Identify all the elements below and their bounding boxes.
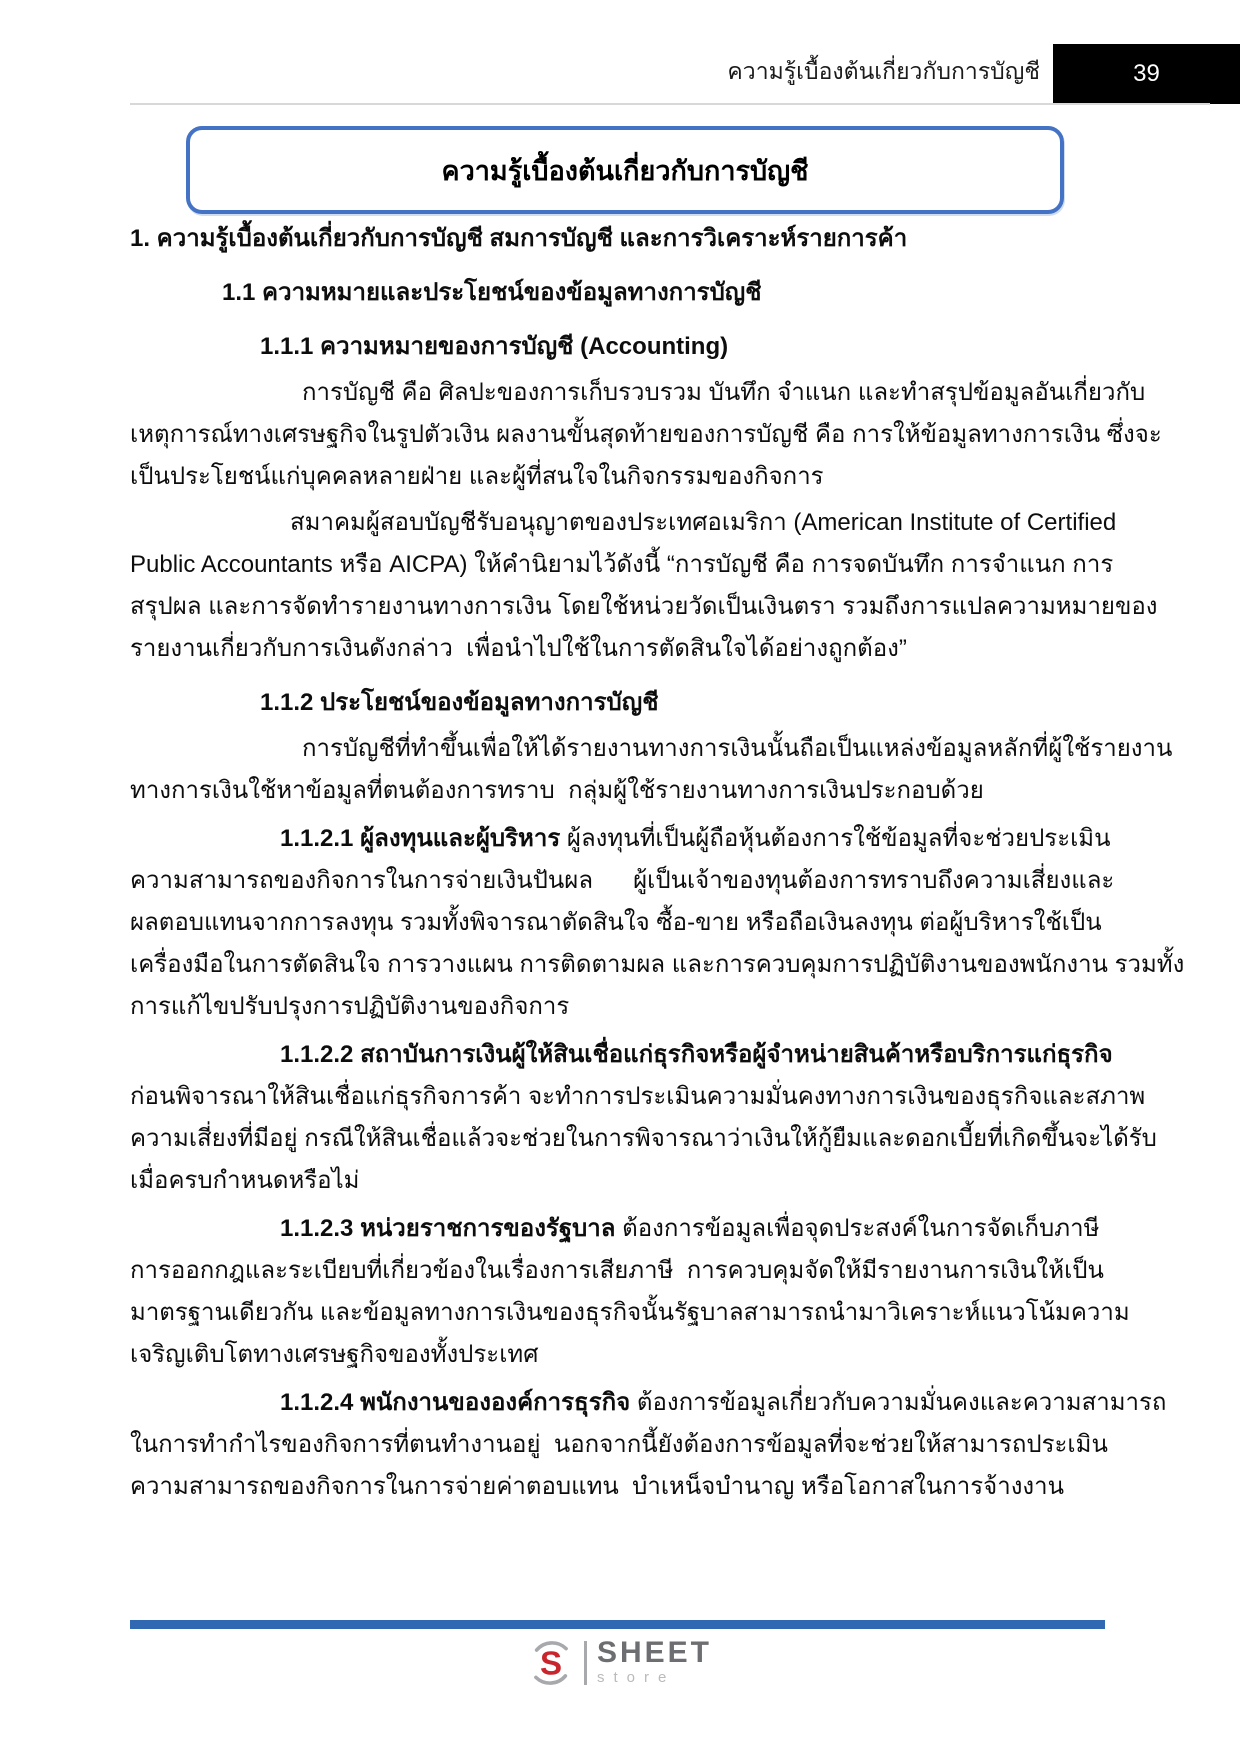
text-line: 1.1.2.4 พนักงานขององค์การธุรกิจ ต้องการข้อมูลเกี่ยวกับความมั่นคงและความสามารถ <box>280 1389 1167 1416</box>
text-line: ในการทำกำไรของกิจการที่ตนทำงานอยู่ นอกจากนี้ยังต้องการข้อมูลที่จะช่วยให้สามารถประเมิน <box>130 1431 1108 1458</box>
logo-subtitle: store <box>596 1669 676 1686</box>
paragraph <box>130 818 1185 1028</box>
chapter-title-box <box>186 126 1064 214</box>
text-line: เป็นประโยชน์แก่บุคคลหลายฝ่าย และผู้ที่สนใจในกิจกรรมของกิจการ <box>130 463 824 490</box>
heading <box>130 218 1115 260</box>
text-line: เจริญเติบโตทางเศรษฐกิจของทั้งประเทศ <box>130 1341 539 1368</box>
text-line: เมื่อครบกำหนดหรือไม่ <box>130 1167 360 1194</box>
heading <box>130 272 1115 314</box>
text-line: 1.1.1 ความหมายของการบัญชี (Accounting) <box>260 333 729 360</box>
paragraph <box>130 1208 1130 1376</box>
text-line: 1. ความรู้เบื้องต้นเกี่ยวกับการบัญชี สมการบัญชี และการวิเคราะห์รายการค้า <box>130 225 908 252</box>
header-divider <box>130 103 1210 105</box>
text-line: เครื่องมือในการตัดสินใจ การวางแผน การติดตามผล และการควบคุมการปฏิบัติงานของพนักงาน รวมทั้ง <box>130 951 1185 978</box>
page-number-badge <box>1053 44 1240 104</box>
text-line: 1.1.2.2 สถาบันการเงินผู้ให้สินเชื่อแก่ธุรกิจหรือผู้จำหน่ายสินค้าหรือบริการแก่ธุรกิจ <box>280 1041 1113 1068</box>
logo-name: SHEET <box>596 1636 713 1669</box>
text-line: ความสามารถของกิจการในการจ่ายค่าตอบแทน บำเหน็จบำนาญ หรือโอกาสในการจ้างงาน <box>130 1473 1065 1500</box>
paragraph <box>130 1034 1157 1202</box>
text-line: รายงานเกี่ยวกับการเงินดังกล่าว เพื่อนำไปใช้ในการตัดสินใจได้อย่างถูกต้อง” <box>130 635 907 662</box>
paragraph <box>130 1382 1167 1508</box>
text-line: ก่อนพิจารณาให้สินเชื่อแก่ธุรกิจการค้า จะทำการประเมินความมั่นคงทางการเงินของธุรกิจและสภาพ <box>130 1083 1146 1110</box>
paragraph <box>130 728 1173 812</box>
text-line: การบัญชี คือ ศิลปะของการเก็บรวบรวม บันทึก จำแนก และทำสรุปข้อมูลอันเกี่ยวกับ <box>302 379 1146 406</box>
text-line: การบัญชีที่ทำขึ้นเพื่อให้ได้รายงานทางการเงินนั้นถือเป็นแหล่งข้อมูลหลักที่ผู้ใช้รายงาน <box>302 735 1173 762</box>
text-line: Public Accountants หรือ AICPA) ให้คำนิยามไว้ดังนี้ “การบัญชี คือ การจดบันทึก การจำแนก การ <box>130 551 1114 578</box>
text-line: ความสามารถของกิจการในการจ่ายเงินปันผล ผู้เป็นเจ้าของทุนต้องการทราบถึงความเสี่ยงและ <box>130 867 1115 894</box>
page-number: 39 <box>1133 60 1160 87</box>
text-line: การออกกฎและระเบียบที่เกี่ยวข้องในเรื่องการเสียภาษี การควบคุมจัดให้มีรายงานการเงินให้เป็น <box>130 1257 1104 1284</box>
running-header-title: ความรู้เบื้องต้นเกี่ยวกับการบัญชี <box>727 58 1040 84</box>
sheet-store-logo <box>0 1638 1240 1687</box>
heading <box>130 326 1115 368</box>
text-line: สรุปผล และการจัดทำรายงานทางการเงิน โดยใช้หน่วยวัดเป็นเงินตรา รวมถึงการแปลความหมายของ <box>130 593 1158 620</box>
paragraph <box>130 372 1162 498</box>
logo-s-icon <box>528 1640 574 1686</box>
text-line: 1.1.2.3 หน่วยราชการของรัฐบาล ต้องการข้อมูลเพื่อจุดประสงค์ในการจัดเก็บภาษี <box>280 1215 1100 1242</box>
document-body <box>130 218 1185 1508</box>
heading <box>130 682 1115 724</box>
logo-separator <box>584 1641 587 1685</box>
chapter-title: ความรู้เบื้องต้นเกี่ยวกับการบัญชี <box>441 155 809 186</box>
text-line: 1.1.2 ประโยชน์ของข้อมูลทางการบัญชี <box>260 689 659 716</box>
svg-text:S: S <box>539 1645 563 1682</box>
paragraph <box>130 502 1158 670</box>
text-line: เหตุการณ์ทางเศรษฐกิจในรูปตัวเงิน ผลงานขั้นสุดท้ายของการบัญชี คือ การให้ข้อมูลทางการเงิน ซึ่งจะ <box>130 421 1162 448</box>
text-line: ทางการเงินใช้หาข้อมูลที่ตนต้องการทราบ กลุ่มผู้ใช้รายงานทางการเงินประกอบด้วย <box>130 777 984 804</box>
text-line: 1.1 ความหมายและประโยชน์ของข้อมูลทางการบัญชี <box>222 279 762 306</box>
text-line: 1.1.2.1 ผู้ลงทุนและผู้บริหาร ผู้ลงทุนที่เป็นผู้ถือหุ้นต้องการใช้ข้อมูลที่จะช่วยประเมิน <box>280 825 1111 852</box>
footer-divider <box>130 1620 1105 1629</box>
logo-text <box>597 1638 712 1687</box>
text-line: มาตรฐานเดียวกัน และข้อมูลทางการเงินของธุรกิจนั้นรัฐบาลสามารถนำมาวิเคราะห์แนวโน้มความ <box>130 1299 1130 1326</box>
text-line: ความเสี่ยงที่มีอยู่ กรณีให้สินเชื่อแล้วจะช่วยในการพิจารณาว่าเงินให้กู้ยืมและดอกเบี้ยที่เกิดขึ้นจะได้รับ <box>130 1125 1157 1152</box>
text-line: ผลตอบแทนจากการลงทุน รวมทั้งพิจารณาตัดสินใจ ซื้อ-ขาย หรือถือเงินลงทุน ต่อผู้บริหารใช้เป็น <box>130 909 1102 936</box>
text-line: สมาคมผู้สอบบัญชีรับอนุญาตของประเทศอเมริกา (American Institute of Certified <box>290 509 1117 536</box>
text-line: การแก้ไขปรับปรุงการปฏิบัติงานของกิจการ <box>130 993 570 1020</box>
